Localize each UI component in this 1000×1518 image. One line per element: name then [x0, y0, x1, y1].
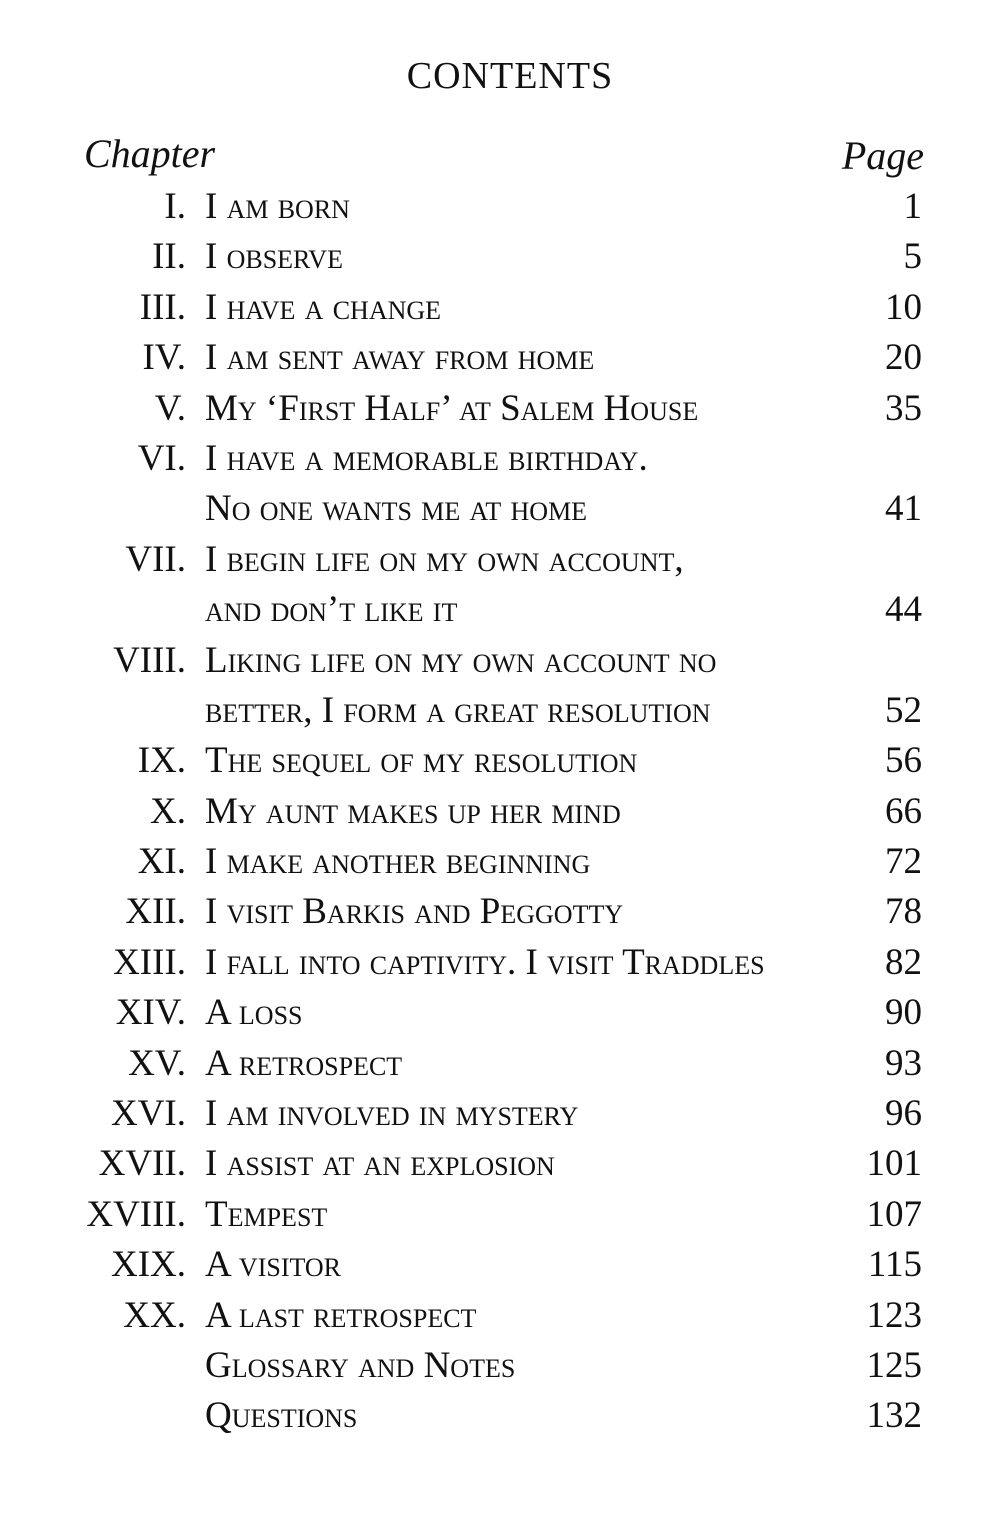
chapter-title: No one wants me at home	[205, 488, 588, 530]
page-number: 78	[885, 891, 922, 933]
chapter-title: Glossary and Notes	[205, 1344, 516, 1386]
toc-row	[0, 1089, 1000, 1139]
chapter-number: XIII.	[113, 941, 186, 983]
chapter-title: A retrospect	[205, 1042, 403, 1084]
chapter-title: The sequel of my resolution	[205, 740, 638, 782]
chapter-number: XX.	[123, 1294, 186, 1336]
page-number: 52	[885, 689, 922, 731]
chapter-title: I am involved in mystery	[205, 1093, 579, 1135]
chapter-title: better, I form a great resolution	[205, 689, 711, 731]
chapter-title: Questions	[205, 1395, 358, 1437]
page-number: 115	[867, 1244, 922, 1286]
chapter-title: My aunt makes up her mind	[205, 790, 621, 832]
chapter-title: I have a memorable birthday.	[205, 437, 648, 479]
chapter-number: XIX.	[110, 1244, 186, 1286]
page-number: 41	[885, 488, 922, 530]
chapter-title: I make another beginning	[205, 841, 591, 883]
chapter-column-header: Chapter	[84, 131, 216, 176]
chapter-number: VIII.	[113, 639, 186, 681]
page-number: 56	[885, 740, 922, 782]
chapter-title: I observe	[205, 236, 343, 278]
page-number: 132	[866, 1395, 922, 1437]
page-number: 101	[866, 1143, 922, 1185]
page-number: 123	[866, 1294, 922, 1336]
page-number: 90	[885, 992, 922, 1034]
chapter-number: II.	[152, 236, 186, 278]
chapter-number: XVIII.	[86, 1193, 186, 1235]
chapter-number: XIV.	[115, 992, 186, 1034]
chapter-title: I am sent away from home	[205, 337, 595, 379]
chapter-title: and don’t like it	[205, 589, 458, 631]
chapter-title: My ‘First Half’ at Salem House	[205, 387, 699, 429]
chapter-title: A visitor	[205, 1244, 342, 1286]
chapter-title: I visit Barkis and Peggotty	[205, 891, 624, 933]
toc-row	[0, 938, 1000, 988]
chapter-title: I am born	[205, 186, 350, 227]
page-number: 66	[885, 790, 922, 832]
chapter-number: XI.	[137, 841, 186, 883]
chapter-number: I.	[164, 186, 186, 227]
toc-row	[0, 1391, 1000, 1441]
toc-row	[0, 283, 1000, 333]
toc-row	[0, 585, 1000, 635]
chapter-number: XVI.	[110, 1093, 186, 1135]
chapter-title: A loss	[205, 992, 303, 1034]
page-number: 20	[885, 337, 922, 379]
chapter-number: XV.	[128, 1042, 186, 1084]
page-number: 96	[885, 1093, 922, 1135]
chapter-number: V.	[154, 387, 186, 429]
page-column-header: Page	[841, 133, 924, 178]
toc-row	[0, 636, 1000, 686]
page-number: 5	[903, 236, 922, 278]
chapter-number: IX.	[137, 740, 186, 782]
toc-row	[0, 232, 1000, 282]
toc-row	[0, 333, 1000, 383]
page-number: 35	[885, 387, 922, 429]
chapter-title: A last retrospect	[205, 1294, 477, 1336]
page-number: 1	[903, 186, 922, 227]
toc-row	[0, 535, 1000, 585]
toc-list	[0, 182, 1000, 1442]
toc-row	[0, 1341, 1000, 1391]
chapter-number: VII.	[125, 538, 186, 580]
toc-row	[0, 1139, 1000, 1189]
toc-row	[0, 384, 1000, 434]
toc-row	[0, 837, 1000, 887]
chapter-title: I assist at an explosion	[205, 1143, 555, 1185]
chapter-title: I have a change	[205, 286, 442, 328]
toc-row	[0, 434, 1000, 484]
page-number: 107	[866, 1193, 922, 1235]
toc-row	[0, 1291, 1000, 1341]
toc-row	[0, 484, 1000, 534]
toc-row	[0, 736, 1000, 786]
page-number: 93	[885, 1042, 922, 1084]
page-number: 10	[885, 286, 922, 328]
chapter-title: I begin life on my own account,	[205, 538, 684, 580]
chapter-number: III.	[139, 286, 186, 328]
chapter-number: XII.	[125, 891, 186, 933]
toc-row	[0, 887, 1000, 937]
toc-row	[0, 988, 1000, 1038]
chapter-number: IV.	[142, 337, 186, 379]
chapter-number: XVII.	[98, 1143, 186, 1185]
toc-row	[0, 1240, 1000, 1290]
toc-row	[0, 686, 1000, 736]
toc-row	[0, 182, 1000, 232]
page-number: 82	[885, 941, 922, 983]
chapter-title: I fall into captivity. I visit Traddles	[205, 941, 765, 983]
chapter-title: Liking life on my own account no	[205, 639, 717, 681]
toc-row	[0, 1039, 1000, 1089]
chapter-number: VI.	[137, 437, 186, 479]
chapter-title: Tempest	[205, 1193, 328, 1235]
page-number: 125	[866, 1344, 922, 1386]
page-title: CONTENTS	[406, 55, 614, 97]
chapter-number: X.	[150, 790, 186, 832]
page-number: 44	[885, 589, 922, 631]
page-number: 72	[885, 841, 922, 883]
toc-row	[0, 787, 1000, 837]
toc-row	[0, 1190, 1000, 1240]
